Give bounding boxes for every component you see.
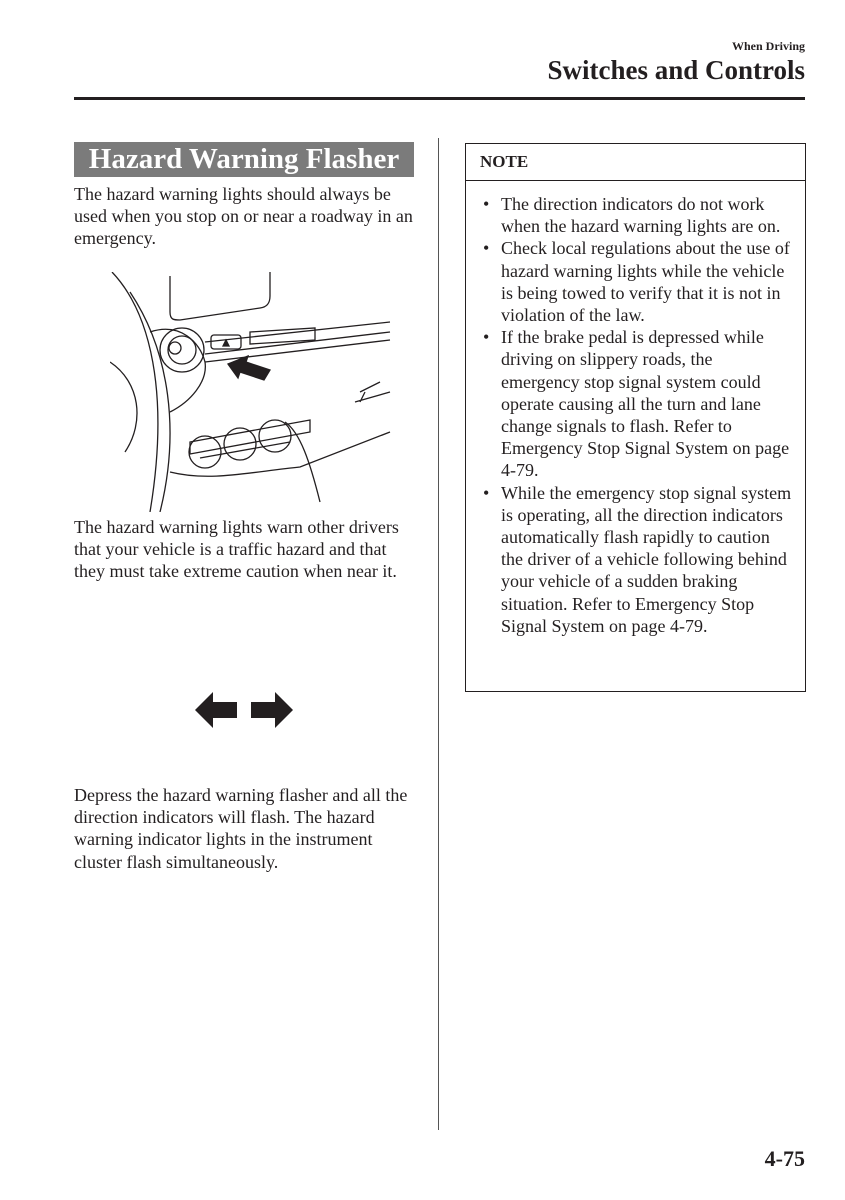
header-rule bbox=[74, 97, 805, 100]
operation-paragraph: Depress the hazard warning flasher and all the direction indicators will flash. The hazard warning indicator lights in the instrument cluster flash simultaneously. bbox=[74, 785, 408, 872]
note-item: • While the emergency stop signal system is operating, all the direction indicators automatically flash rapidly to caution the driver of a vehicle following behind your vehicle of a sudden braking situation. Refer to Emergency Stop Signal System on page 4-79. bbox=[483, 482, 792, 636]
warning-paragraph: The hazard warning lights warn other drivers that your vehicle is a traffic hazard and that they must take extreme caution when near it. bbox=[74, 517, 399, 582]
note-heading: NOTE bbox=[466, 144, 805, 181]
hazard-switch-illustration bbox=[110, 272, 400, 512]
note-item: • The direction indicators do not work when the hazard warning lights are on. bbox=[483, 194, 781, 237]
intro-paragraph: The hazard warning lights should always be used when you stop on or near a roadway in an emergency. bbox=[74, 184, 413, 249]
page-number: 4-75 bbox=[764, 1146, 805, 1171]
note-item: • Check local regulations about the use of hazard warning lights while the vehicle is being towed to verify that it is not in violation of the law. bbox=[483, 238, 790, 326]
column-divider bbox=[438, 138, 439, 1130]
section-heading: Hazard Warning Flasher bbox=[74, 142, 414, 177]
note-list bbox=[466, 181, 805, 637]
turn-signal-arrows-icon bbox=[195, 690, 293, 730]
chapter-title: Switches and Controls bbox=[547, 55, 805, 85]
note-box bbox=[465, 143, 806, 692]
section-label: When Driving bbox=[731, 39, 805, 53]
note-item: • If the brake pedal is depressed while driving on slippery roads, the emergency stop signal system could operate causing all the turn and lane change signals to flash. Refer to Emergency Stop Signal System on page 4-79. bbox=[483, 327, 790, 481]
